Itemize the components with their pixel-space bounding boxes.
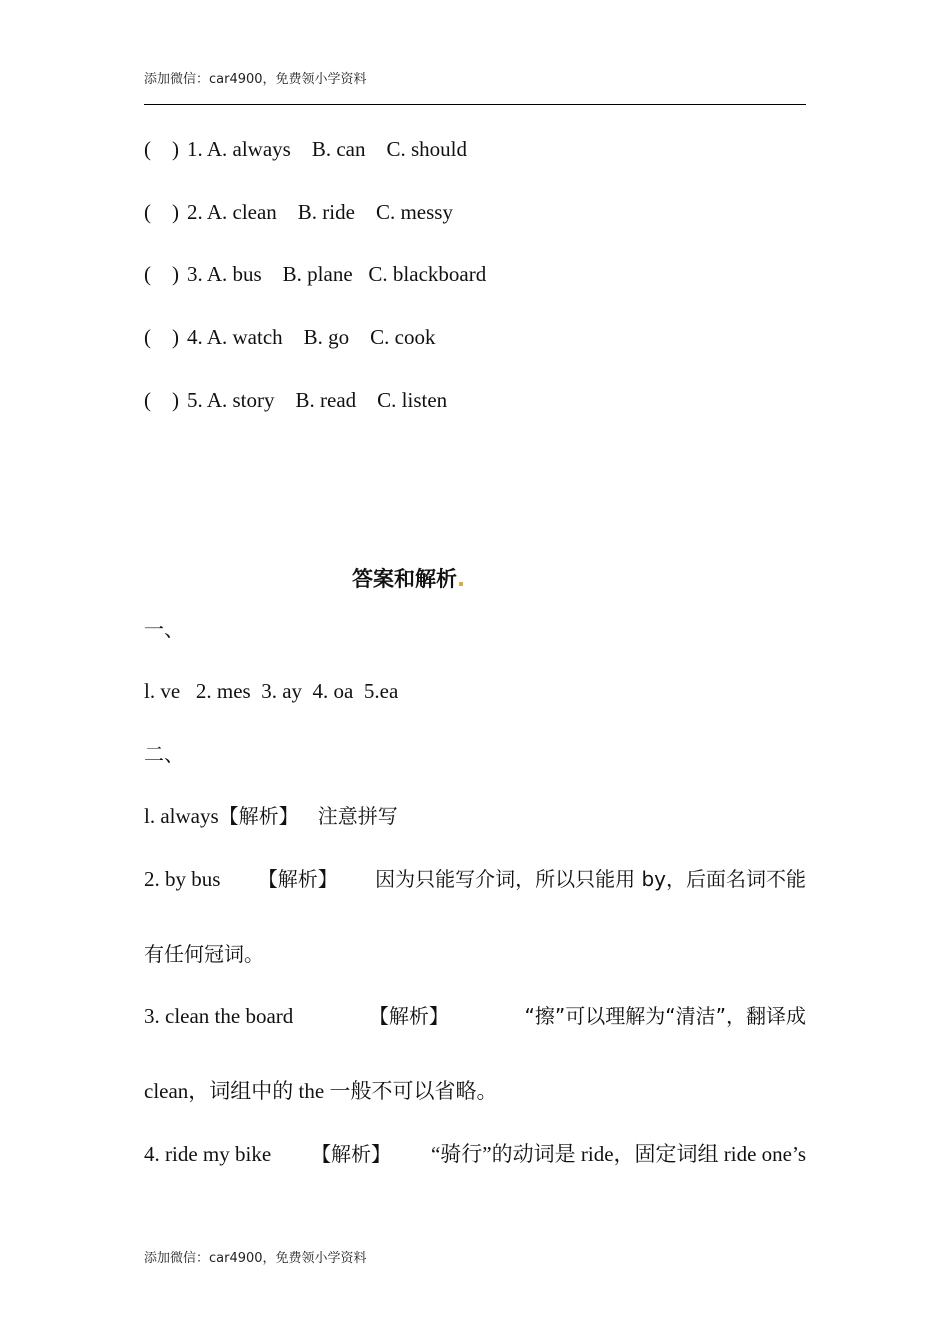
- decorative-dot: .: [457, 567, 465, 591]
- question-2: [144, 200, 453, 225]
- page-header: 添加微信：car4900，免费领小学资料: [144, 72, 367, 87]
- question-5: [144, 388, 447, 413]
- answer-blank: ( ): [144, 388, 179, 412]
- analysis-tag: 【解析】: [218, 804, 299, 828]
- analysis-tag: 【解析】: [257, 867, 338, 891]
- answer-text: l. always: [144, 804, 219, 828]
- section-1-label: 一、: [144, 617, 184, 641]
- analysis-note: “骑行”的动词是 ride，固定词组 ride one’s: [430, 1142, 806, 1166]
- section-1-answers: l. ve 2. mes 3. ay 4. oa 5.ea: [144, 679, 399, 703]
- answer-item-2: [144, 867, 806, 892]
- answer-blank: ( ): [144, 325, 179, 349]
- header-divider: [144, 104, 806, 105]
- analysis-tag: 【解析】: [311, 1142, 392, 1166]
- analysis-tag: 【解析】: [368, 1004, 449, 1028]
- analysis-note: 因为只能写介词，所以只能用 by，后面名词不能: [375, 867, 806, 891]
- answer-item-3-continued: clean，词组中的 the 一般不可以省略。: [144, 1079, 498, 1103]
- question-text: 1. A. always B. can C. should: [187, 137, 467, 161]
- question-text: 3. A. bus B. plane C. blackboard: [187, 262, 487, 286]
- answers-title-text: 答案和解析: [352, 567, 457, 591]
- analysis-note: 注意拼写: [317, 804, 398, 828]
- answer-text: 4. ride my bike: [144, 1142, 272, 1166]
- answer-blank: ( ): [144, 262, 179, 286]
- question-3: [144, 262, 486, 287]
- answer-blank: ( ): [144, 200, 179, 224]
- answer-text: 2. by bus: [144, 867, 221, 891]
- question-1: [144, 137, 467, 162]
- answer-item-1: [144, 804, 398, 829]
- answer-blank: ( ): [144, 137, 179, 161]
- answer-item-4: [144, 1142, 806, 1167]
- question-4: [144, 325, 435, 350]
- section-2-label: 二、: [144, 742, 184, 766]
- answer-text: 3. clean the board: [144, 1004, 294, 1028]
- page-footer: 添加微信：car4900，免费领小学资料: [144, 1251, 367, 1266]
- analysis-spacer: [299, 804, 318, 828]
- answer-item-3: [144, 1004, 806, 1029]
- question-text: 5. A. story B. read C. listen: [187, 388, 448, 412]
- analysis-note: “擦”可以理解为“清洁”，翻译成: [524, 1004, 806, 1028]
- answer-item-2-continued: 有任何冠词。: [144, 942, 264, 966]
- question-text: 2. A. clean B. ride C. messy: [187, 200, 453, 224]
- answers-title: [352, 563, 465, 593]
- question-text: 4. A. watch B. go C. cook: [187, 325, 436, 349]
